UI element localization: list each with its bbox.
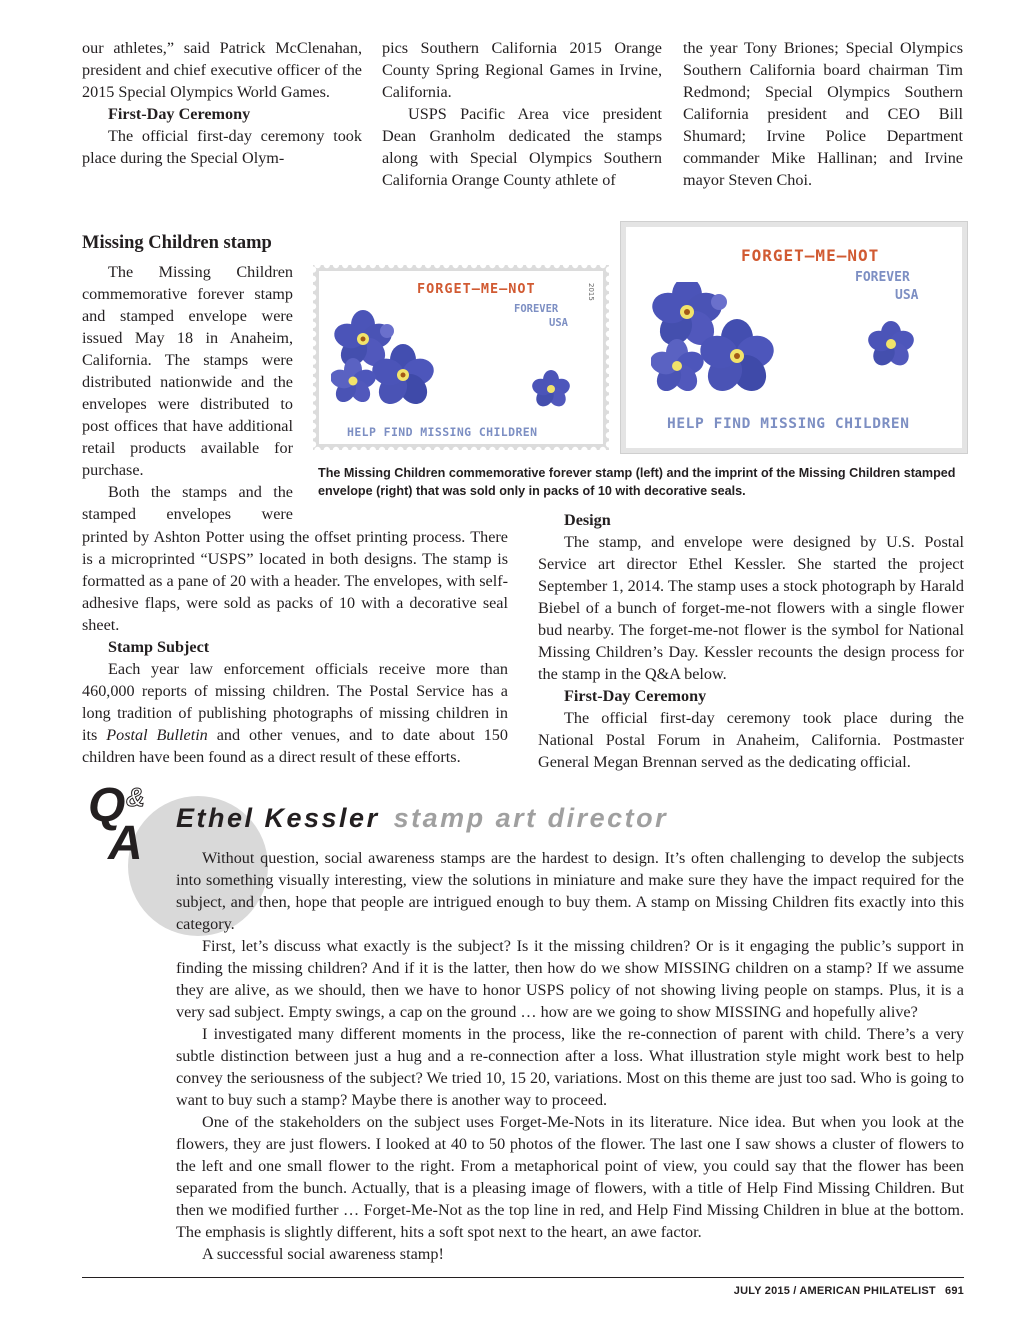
qa-logo-a: A <box>108 817 143 870</box>
forget-me-not-cluster-icon <box>651 282 778 398</box>
qa-paragraph: Without question, social awareness stamps are the hardest to design. It’s often challenging to develop the subjects into something visually interesting, view the solutions in miniature and make sure they have the impact required for the subject, and then, hope that people are intrigued enough to buy them. A stamp on Missing Children fits exactly into this category. <box>176 849 964 933</box>
first-day-ceremony-paragraph: The official first-day ceremony took place during the National Postal Forum in Anaheim, California. Postmaster General Megan Brennan served as the dedicating official. <box>538 709 964 771</box>
top-col2-paragraph-2: USPS Pacific Area vice president Dean Granholm dedicated the stamps along with Special Olympics Southern California Orange County athlete of <box>382 105 662 189</box>
stamp-title-text: FORGET–ME–NOT <box>417 281 536 297</box>
envelope-usa-text: USA <box>895 288 919 303</box>
qa-logo-ampersand: & <box>126 782 145 812</box>
postal-bulletin-title: Postal Bulletin <box>106 726 208 744</box>
footer-rule <box>82 1277 964 1278</box>
missing-children-title: Missing Children stamp <box>82 233 272 253</box>
qa-paragraph: I investigated many different moments in the process, like the re-connection of parent with child. There’s a very subtle distinction between just a hug and a re-connection after a loss. What illustration style might work best to help convey the seriousness of the subject? We tried 10, 15 20, variations. Most on this theme are just too sad. Who is going to want to buy such a stamp? Maybe there is another way to proceed. <box>176 1025 965 1109</box>
qa-logo-q: Q <box>88 779 124 832</box>
top-column-3 <box>683 37 963 191</box>
missing-children-paragraph-2-start: Both the stamps and the stamped envelopes were <box>82 483 293 523</box>
qa-body <box>176 847 964 1265</box>
top-column-1 <box>82 37 362 169</box>
envelope-bottom-text: HELP FIND MISSING CHILDREN <box>667 416 910 432</box>
printing-paragraph: printed by Ashton Potter using the offset printing process. There is a microprinted “USPS” located in both designs. The stamp is formatted as a pane of 20 with a header. The envelopes, with self-adhesive flaps, were sold as packs of 10 with a decorative seal sheet. <box>82 528 508 634</box>
missing-children-right-column <box>538 509 964 773</box>
top-col3-paragraph: the year Tony Briones; Special Olympics Southern California board chairman Tim Redmond; Special Olympics Southern California president and CEO Bill Shumard; Irvine Police Department commander Mike Hallinan; and Irvine mayor Steven Choi. <box>683 39 963 189</box>
footer-page-number: 691 <box>945 1285 964 1297</box>
stamp-flowers-illustration <box>331 303 591 423</box>
top-col1-paragraph: our athletes,” said Patrick McClenahan, president and chief executive officer of the 2015 Special Olympics World Games. <box>82 39 362 101</box>
envelope-title-text: FORGET–ME–NOT <box>741 246 880 265</box>
first-day-ceremony-subhead: First-Day Ceremony <box>564 687 707 705</box>
qa-paragraph: First, let’s discuss what exactly is the subject? Is it the missing children? Or is it engaging the public’s support in finding the missing children? And if it is the latter, then how do we show MISSING children on a stamp? If we assume they are alive, as we should, then we have to honor USPS policy of not showing living people on stamps. Plus, it is a very sad subject. Empty swings, a cap on the ground … how are we going to show MISSING and hopefully alive? <box>176 937 964 1021</box>
top-col2-paragraph: pics Southern California 2015 Orange County Spring Regional Games in Irvine, California. <box>382 39 662 101</box>
qa-logo <box>88 778 168 868</box>
page-footer <box>734 1285 964 1297</box>
forget-me-not-single-icon <box>865 321 916 370</box>
missing-children-paragraph-1: The Missing Children commemorative forever stamp and stamped envelope were issued May 18 in Anaheim, California. The stamps were distributed nationwide and the envelopes were distributed to post offices that have additional retail products available for purchase. <box>82 263 293 479</box>
qa-interviewee-name: Ethel Kessler <box>176 803 380 833</box>
qa-paragraph: A successful social awareness stamp! <box>202 1245 444 1263</box>
qa-paragraph: One of the stakeholders on the subject uses Forget-Me-Nots in its literature. Nice idea. But when you look at the flowers, they are just flowers. I looked at 40 to 50 photos of the flower. The last one I saw shows a cluster of flowers to the left and one small flower to the right. From a metaphorical point of view, you could say that the flower has been separated from the bunch. Actually, that is a pleasing image of flowers, with a title of Help Find Missing Children. But then we modified further … Forget-Me-Not as the top line in red, and Help Find Missing Children in blue at the bottom. The emphasis is slightly different, hits a soft spot next to the heart, an awe factor. <box>176 1113 964 1241</box>
envelope-flowers-illustration <box>651 282 951 412</box>
missing-children-intro <box>82 261 293 525</box>
top-column-2 <box>382 37 662 191</box>
stamp-subject-paragraph: Each year law enforcement officials receive more than 460,000 reports of missing children. The Postal Service has a long tradition of publishing photographs of missing children in its Postal Bulletin and other venues, and to date about 150 children have been found as a direct result of these efforts. <box>82 660 508 766</box>
stamp-bottom-text: HELP FIND MISSING CHILDREN <box>347 425 538 439</box>
stamp-image <box>313 265 609 450</box>
footer-publication: JULY 2015 / AMERICAN PHILATELIST <box>733 1285 936 1297</box>
stamp-subject-subhead: Stamp Subject <box>108 638 210 656</box>
stamp-forever-text: FOREVER <box>514 303 559 315</box>
first-day-ceremony-subhead-top: First-Day Ceremony <box>108 105 251 123</box>
envelope-image <box>621 222 967 453</box>
image-caption: The Missing Children commemorative forever stamp (left) and the imprint of the Missing Children stamped envelope (right) that was sold only in packs of 10 with decorative seals. <box>318 466 956 498</box>
design-paragraph: The stamp, and envelope were designed by U.S. Postal Service art director Ethel Kessler. She started the project September 1, 2014. The stamp uses a stock photograph by Harald Biebel of a bunch of forget-me-not flowers with a single flower bud nearby. The forget-me-not flower is the symbol for National Missing Children’s Day. Kessler recounts the design process for the stamp in the Q&A below. <box>538 533 964 683</box>
envelope-forever-text: FOREVER <box>855 270 910 285</box>
forget-me-not-single-icon <box>530 370 572 410</box>
forget-me-not-cluster-icon <box>331 310 437 410</box>
missing-children-left-column <box>82 526 508 768</box>
design-subhead: Design <box>564 511 611 529</box>
stamp-usa-text: USA <box>549 317 568 329</box>
stamp-year-text: 2015 <box>587 283 595 301</box>
top-col1-paragraph-2: The official first-day ceremony took place during the Special Olym- <box>82 127 362 167</box>
qa-heading <box>176 803 668 834</box>
qa-interviewee-role: stamp art director <box>393 803 669 833</box>
